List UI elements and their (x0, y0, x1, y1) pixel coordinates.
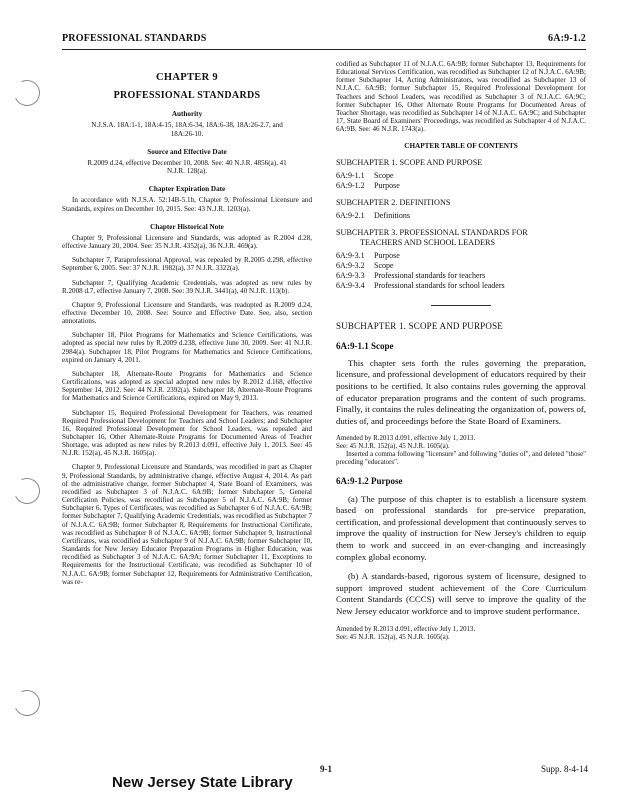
toc-subchapter-2: SUBCHAPTER 2. DEFINITIONS (336, 197, 451, 207)
toc-item: 6A:9-1.1 Scope (336, 170, 394, 180)
punch-hole-top (10, 76, 43, 109)
historical-note-paragraph: Chapter 9, Professional Licensure and Standards, was readopted as R.2009 d.24, effective December 10, 2008. See: Source and Effective Date. See, also, section annotations. (62, 300, 312, 326)
chapter-number: CHAPTER 9 (156, 72, 218, 83)
chapter-title: PROFESSIONAL STANDARDS (113, 90, 261, 102)
source-heading: Source and Effective Date (147, 147, 227, 156)
historical-note-paragraph: Chapter 9, Professional Licensure and Standards, was adopted as R.2004 d.28, effective January 20, 2004. See: 35 N.J.R. 4352(a), 36 N.J.R. 469(a). (62, 233, 312, 251)
historical-note-continued: codified as Subchapter 11 of N.J.A.C. 6A:9B; former Subchapter 13, Requirements for Educational Services Certification, was recodified as Subchapter 12 of N.J.A.C. 6A:9B; former Subchapter 14, Acting Administrators, was recodified as Subchapter 13 of N.J.A.C. 6A:9B; former Subchapter 15, Required Professional Development for Teachers and School Leaders, was recodified as Subchapter 3 of N.J.A.C. 6A:9C; former Subchapter 16, Other Alternate Route Programs for Documented Areas of Teacher Shortage, was recodified as Subchapter 14 of N.J.A.C. 6A:9C; and Subchapter 17, State Board of Examiners' Proceedings, was recodified as Subchapter 4 of N.J.A.C. 6A:9B. See: 46 N.J.R. 1743(a). (336, 60, 586, 134)
section-1-2-heading: 6A:9-1.2 Purpose (336, 476, 403, 487)
toc-item: 6A:9-2.1 Definitions (336, 210, 410, 220)
header-section-number: 6A:9-1.2 (548, 33, 586, 44)
historical-note-heading: Chapter Historical Note (150, 222, 224, 231)
expiration-heading: Chapter Expiration Date (148, 185, 226, 194)
section-1-2-para-a: (a) The purpose of this chapter is to establish a licensure system based on professional standards for pre-service preparation, certification, and professional development that continuously serves to improve the quality of instruction for New Jersey's children to equip them to work and succeed in an ever-changing and increasingly complex global economy. (336, 493, 586, 562)
authority-text: N.J.S.A. 18A:1-1, 18A:4-15, 18A:6-34, 18A:6-38, 18A:26-2.7, and 18A:26-10. (91, 121, 283, 138)
toc-item: 6A:9-3.4 Professional standards for school leaders (336, 280, 505, 290)
section-1-1-body: This chapter sets forth the rules governing the preparation, licensure, and professional development of educators required by their positions to be certified. It also contains rules governing the approval of educator preparation programs and the content of such programs. Finally, it contains the rules delineating the organization of, powers of, duties of, and proceedings before the State Board of Examiners. (336, 357, 586, 426)
punch-hole-bottom (10, 686, 43, 719)
historical-note-paragraph: Subchapter 7, Paraprofessional Approval, was repealed by R.2005 d.298, effective September 6, 2005. See: 37 N.J.R. 1982(a), 37 N.J.R. 3322(a). (62, 256, 312, 273)
section-1-2-para-b: (b) A standards-based, rigorous system of licensure, designed to support improved student achievement of the Core Curriculum Content Standards (CCCS) will serve to improve the quality of the New Jersey educator workforce and to improve student performance. (336, 571, 586, 616)
toc-item: 6A:9-1.2 Purpose (336, 180, 400, 190)
library-stamp: New Jersey State Library (112, 774, 293, 791)
historical-note-paragraph: Subchapter 18, Alternate-Route Programs for Mathematics and Science Certifications, was adopted as special adopted new rules by R.2012 d.168, effective September 14, 2012. See: 44 N.J.R. 2392(a). Subchapter 18, Alternate-Route Programs for Mathematics and Science Certifications, expired on May 9, 2013. (62, 369, 312, 403)
toc-heading: CHAPTER TABLE OF CONTENTS (404, 142, 518, 151)
section-1-2-amendment: Amended by R.2013 d.091, effective July 1, 2013. See: 45 N.J.R. 152(a), 45 N.J.R. 1605(a). (336, 625, 476, 641)
section-1-1-heading: 6A:9-1.1 Scope (336, 340, 394, 351)
left-column (62, 60, 312, 750)
source-text: R.2009 d.24, effective December 10, 2008. See: 40 N.J.R. 4856(a), 41 N.J.R. 128(a). (87, 158, 287, 176)
expiration-text: In accordance with N.J.S.A. 52:14B-5.1b, Chapter 9, Professional Licensure and Standards, expires on December 10, 2015. See: 43 N.J.R. 1203(a). (62, 196, 312, 213)
toc-subchapter-3: SUBCHAPTER 3. PROFESSIONAL STANDARDS FOR TEACHERS AND SCHOOL LEADERS (336, 227, 528, 247)
toc-subchapter-1: SUBCHAPTER 1. SCOPE AND PURPOSE (336, 157, 483, 167)
section-divider (431, 305, 491, 306)
toc-item: 6A:9-3.2 Scope (336, 260, 394, 270)
section-1-1-amendment: Amended by R.2013 d.091, effective July 1, 2013. See: 45 N.J.R. 152(a), 45 N.J.R. 1605(a). Inserted a comma following "licensure" and following "duties of", and deleted "those" preceding "educators". (336, 435, 586, 467)
historical-note-paragraph: Subchapter 7, Qualifying Academic Credentials, was adopted as new rules by R.2008 d.7, effective January 7, 2008. See: 39 N.J.R. 3441(a), 40 N.J.R. 113(b). (62, 278, 312, 295)
toc-item: 6A:9-3.1 Purpose (336, 250, 400, 260)
punch-hole-middle (10, 474, 43, 507)
supplement-date: Supp. 8-4-14 (541, 764, 588, 774)
historical-note-paragraph: Chapter 9, Professional Licensure and Standards, was recodified in part as Chapter 9, Professional Standards, by administrative change, effective August 4, 2014. As part of the administrative change, former Subchapter 4, State Board of Examiners, was recodified as Subchapter 3 of N.J.A.C. 6A:9B; former Subchapter 5, General Certification Policies, was recodified as Subchapter 5 of N.J.A.C. 6A:9B; former Subchapter 6, Types of Certificates, was recodified as Subchapter 6 of N.J.A.C. 6A:9B; former Subchapter 7, Qualifying Academic Credentials, was recodified as Subchapter 7 of N.J.A.C. 6A:9B; former Subchapter 8, Requirements for Instructional Certificate, was recodified as Subchapter 8 of N.J.A.C. 6A:9B; former Subchapter 9, Instructional Certificates, was recodified as Subchapter 9 of N.J.A.C. 6A:9B; former Subchapter 10, Standards for New Jersey Educator Preparation Programs in Higher Education, was recodified as Subchapter 3 of N.J.A.C. 6A:9A; former Subchapter 11, Exceptions to Requirements for the Instructional Certificate, was recodified as Subchapter 10 of N.J.A.C. 6A:9B; former Subchapter 12, Requirements for Administrative Certification, was re- (62, 463, 312, 586)
header-title: PROFESSIONAL STANDARDS (62, 33, 207, 44)
header-rule (62, 49, 586, 50)
right-column (336, 60, 586, 750)
historical-note-paragraph: Subchapter 15, Required Professional Development for Teachers, was renamed Required Professional Development for Teachers and School Leaders; and Subchapter 16, Required Professional Development for School Leaders, was repealed and Subchapter 16, Other Alternate-Route Programs for Documented Areas of Teacher Shortage, was adopted as new rules by R.2013 d.091, effective July 1, 2013. See: 45 N.J.R. 152(a), 45 N.J.R. 1605(a). (62, 408, 312, 458)
subchapter-1-heading: SUBCHAPTER 1. SCOPE AND PURPOSE (336, 320, 503, 331)
historical-note-paragraph: Subchapter 18, Pilot Programs for Mathematics and Science Certifications, was adopted as special new rules by R.2009 d.238, effective June 30, 2009. See: 41 N.J.R. 2984(a). Subchapter 18, Pilot Programs for Mathematics and Science Certifications, expired on January 4, 2011. (62, 331, 312, 364)
page-number: 9-1 (320, 764, 332, 774)
authority-heading: Authority (171, 110, 203, 119)
running-header (62, 33, 586, 47)
toc-item: 6A:9-3.3 Professional standards for teachers (336, 270, 486, 280)
